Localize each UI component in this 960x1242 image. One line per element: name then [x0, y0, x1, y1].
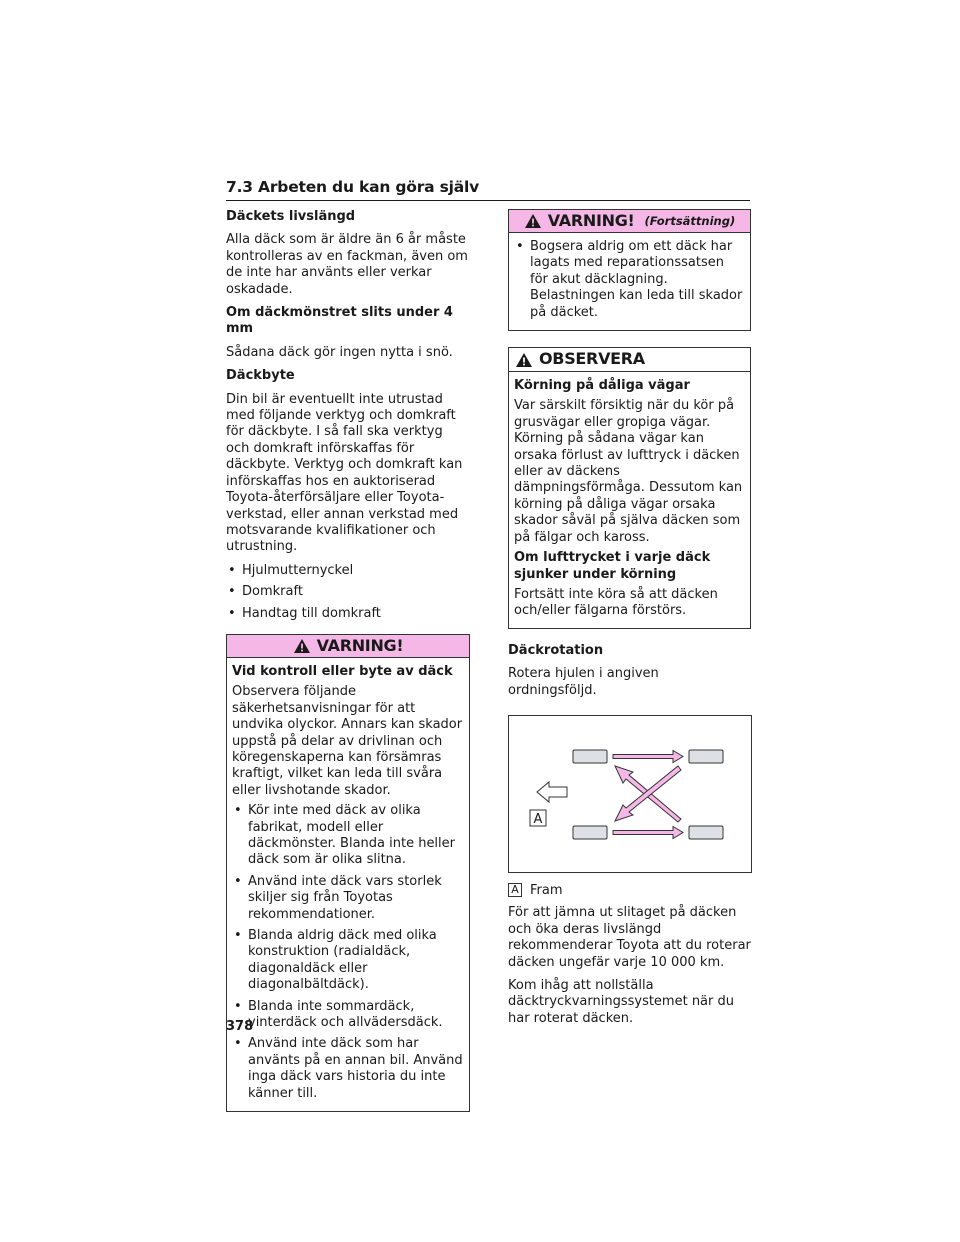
caution-triangle-icon [515, 352, 533, 368]
tire-rotation-diagram [508, 715, 752, 873]
list-item: • Hjulmutternyckel [226, 563, 470, 579]
warning-continued-sub: (Fortsättning) [644, 213, 736, 228]
paragraph-rotation: Rotera hjulen i angiven ordningsföljd. [508, 666, 659, 698]
warning-continued-list [514, 239, 745, 321]
left-column [226, 209, 470, 1112]
list-item: • Domkraft [226, 584, 470, 600]
diagram-label: A [533, 811, 543, 827]
tire-front-right [689, 750, 723, 763]
front-direction-arrow-icon [537, 782, 567, 802]
observera-heading-roads: Körning på dåliga vägar [514, 378, 690, 394]
heading-tire-change: Däckbyte [226, 368, 295, 384]
page-number: 378 [226, 1019, 254, 1034]
arrow-rear-left-to-right [613, 826, 683, 838]
warning-triangle-icon [293, 638, 311, 654]
observera-header [509, 348, 750, 372]
list-item: • Använd inte däck vars storlek skiljer sig från Toyotas rekommendationer. [232, 874, 464, 923]
observera-body [509, 372, 750, 628]
warning-continued-title: VARNING! [547, 210, 635, 230]
heading-tire-life: Däckets livslängd [226, 209, 356, 224]
legend-text: Fram [530, 882, 563, 898]
observera-title: OBSERVERA [539, 349, 645, 369]
legend [508, 883, 751, 899]
observera-paragraph-pressure: Fortsätt inte köra så att däcken och/eller fälgarna förstörs. [514, 586, 718, 619]
warning-triangle-icon [524, 213, 542, 229]
warning-continued-box [508, 209, 751, 331]
observera-box [508, 347, 751, 629]
arrow-front-left-to-right [613, 750, 683, 762]
list-item: • Blanda inte sommardäck, vinterdäck och allvädersdäck. [232, 999, 464, 1032]
tire-rear-left [573, 826, 607, 839]
observera-paragraph-roads: Var särskilt försiktig när du kör på grusvägar eller gropiga vägar. Körning på sådana vägar kan orsaka förlust av lufttryck i däcken eller av däckens dämpningsförmåga. Dessutom kan körning på dåliga vägar orsaka skador såväl på själva däcken som på fälgar och kaross. [514, 398, 743, 545]
header-rule [226, 200, 750, 201]
rotation-diagram-svg [509, 716, 751, 872]
observera-heading-pressure: Om lufttrycket i varje däck sjunker under körning [514, 550, 711, 582]
warning-subhead: Vid kontroll eller byte av däck [232, 663, 453, 679]
section-header [226, 178, 750, 201]
section-title: 7.3 Arbeten du kan göra själv [226, 178, 480, 196]
warning-intro: Observera följande säkerhetsanvisningar för att undvika olyckor. Annars kan skador uppstå på delar av drivlinan och köregenskaperna kan försämras kraftigt, vilket kan leda till svåra eller livshotande skador. [232, 684, 463, 798]
list-item: • Kör inte med däck av olika fabrikat, modell eller däckmönster. Blanda inte heller däck som är olika slitna. [232, 803, 464, 869]
warning-header [227, 635, 469, 658]
paragraph-tread: Sådana däck gör ingen nytta i snö. [226, 344, 453, 360]
list-item: • Använd inte däck som har använts på en annan bil. Använd inga däck vars historia du inte känner till. [232, 1036, 464, 1102]
right-column [508, 209, 751, 1034]
warning-continued-body [509, 233, 750, 330]
warning-box [226, 634, 470, 1112]
warning-body [227, 658, 469, 1111]
list-item: • Handtag till domkraft [226, 606, 470, 622]
tire-front-left [573, 750, 607, 763]
list-item: • Bogsera aldrig om ett däck har lagats med reparationssatsen för akut däcklagning. Belastningen kan leda till skador på däcket. [514, 239, 745, 321]
legend-key: A [508, 883, 522, 897]
paragraph-rotation-interval: För att jämna ut slitaget på däcken och öka deras livslängd rekommenderar Toyota att du roterar däcken ungefär varje 10 000 km. [508, 905, 751, 970]
warning-continued-header [509, 210, 750, 233]
list-item: • Blanda aldrig däck med olika konstruktion (radialdäck, diagonaldäck eller diagonalbältdäck). [232, 928, 464, 994]
paragraph-tire-change: Din bil är eventuellt inte utrustad med följande verktyg och domkraft för däckbyte. I så fall ska verktyg och domkraft införskaffas för däckbyte. Verktyg och domkraft kan införskaffas hos en auktoriserad Toyota-återförsäljare eller Toyota-verkstad, eller annan verkstad med motsvarande kvalifikationer och utrustning. [226, 391, 463, 555]
heading-tread: Om däckmönstret slits under 4 mm [226, 305, 453, 337]
warning-title: VARNING! [316, 635, 404, 655]
paragraph-reset-reminder: Kom ihåg att nollställa däcktryckvarningssystemet när du har roterat däcken. [508, 977, 734, 1026]
heading-rotation: Däckrotation [508, 642, 604, 658]
paragraph-tire-life: Alla däck som är äldre än 6 år måste kontrolleras av en fackman, även om de inte har använts eller verkar oskadade. [226, 232, 468, 297]
tool-list [226, 563, 470, 622]
tire-rear-right [689, 826, 723, 839]
warning-list [232, 803, 464, 1102]
